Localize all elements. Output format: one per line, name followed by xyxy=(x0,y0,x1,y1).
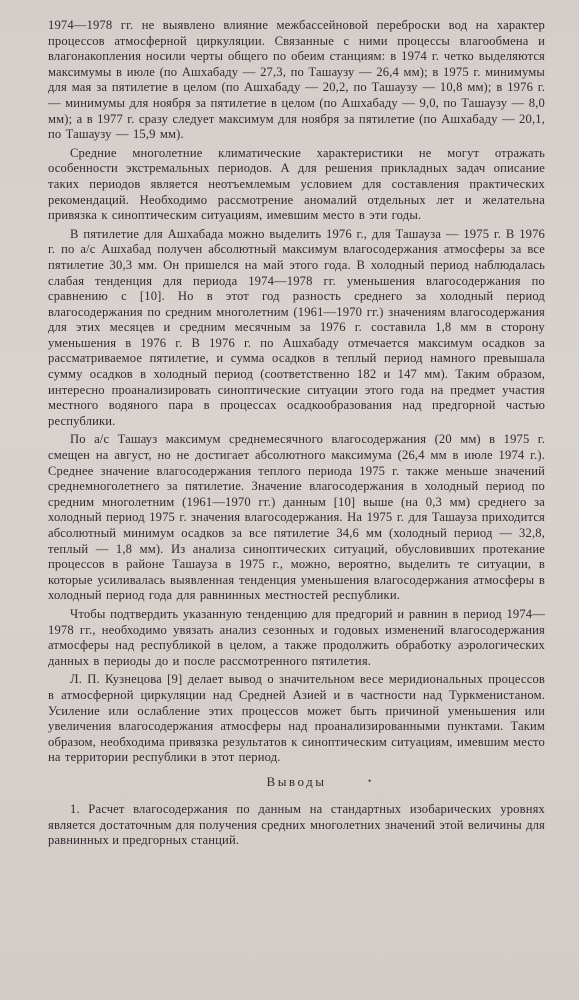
paragraph-continuation: 1974—1978 гг. не выявлено влияние межбассейновой переброски вод на характер процессов атмосферной циркуляции. Связанные с ними процессы влагообмена и влагонакопления носили черты общего по обеим станциям: в 1974 г. четко выделяются максимумы в июле (по Ашхабаду — 27,3, по Ташаузу — 26,4 мм); в 1975 г. минимумы для мая за пятилетие в целом (по Ашхабаду — 20,2, по Ташаузу — 10,8 мм); в 1976 г. — минимумы для ноября за пятилетие в целом (по Ашхабаду — 9,0, по Ташаузу — 8,0 мм); а в 1977 г. сразу следует максимум для ноября за пятилетие (по Ашхабаду — 20,1, по Ташаузу — 15,9 мм). xyxy=(48,18,545,142)
paragraph-kuznetsova: Л. П. Кузнецова [9] делает вывод о значительном весе меридиональных процессов в атмосферной циркуляции над Средней Азией и в частности над Туркменистаном. Усиление или ослабление этих процессов может быть причиной уменьшения или увеличения влагосодержания атмосферы над проанализированными пунктами. Таким образом, необходима привязка результатов к синоптическим ситуациям, имевшим место на территории республики в этот период. xyxy=(48,672,545,765)
conclusion-item: 1. Расчет влагосодержания по данным на стандартных изобарических уровнях является достаточным для получения средних многолетних значений этой величины для равнинных и предгорных станций. xyxy=(48,801,545,848)
section-heading xyxy=(48,774,545,790)
paragraph-trend-confirmation: Чтобы подтвердить указанную тенденцию для предгорий и равнин в период 1974—1978 гг., необходимо увязать анализ сезонных и годовых изменений влагосодержания атмосферы над республикой в целом, а также продолжить обработку аэрологических данных в периоды до и после рассмотренного пятилетия. xyxy=(48,606,545,668)
heading-text: Выводы xyxy=(266,773,327,789)
paragraph-ashkhabad-1976: В пятилетие для Ашхабада можно выделить 1976 г., для Ташауза — 1975 г. В 1976 г. по а/с Ашхабад получен абсолютный максимум влагосодержания атмосферы за все пятилетие 30,3 мм. Он пришелся на май этого года. В холодный период наблюдалась слабая тенденция для периода 1974—1978 гг. уменьшения влагосодержания по сравнению с [10]. Но в этот год разность среднего за холодный период влагосодержания по средним многолетним (1961—1970 гг.) значениям влагосодержания для этих месяцев и средним месячным за 1976 г. составила 1,8 мм в сторону уменьшения в 1976 г. В 1976 г. по Ашхабаду отмечается максимум осадков за рассматриваемое пятилетие, и сумма осадков в теплый период намного превышала сумму осадков в холодный период (соответственно 182 и 147 мм). Таким образом, интересно проанализировать синоптические ситуации этого года на предмет участия местного водяного пара в процессах осадкообразования над предгорной частью республики. xyxy=(48,226,545,428)
paragraph-tashauz-1975: По а/с Ташауз максимум среднемесячного влагосодержания (20 мм) в 1975 г. смещен на август, но не достигает абсолютного максимума (26,4 мм в июле 1974 г.). Среднее значение влагосодержания теплого периода 1975 г. также меньше значений среднемноголетнего за пятилетие. Значение влагосодержания в холодный период по средним многолетним (1961—1970 гг.) данным [10] выше (на 0,3 мм) среднего за холодный период 1975 г. значения влагосодержания. На 1975 г. для Ташауза приходится абсолютный минимум осадков за все пятилетие 34,6 мм (холодный период — 32,8, теплый — 1,8 мм). Из анализа синоптических ситуаций, обусловивших протекание процессов в районе Ташауза в 1975 г., можно, вероятно, выделить те ситуации, в которые усиливалась выявленная тенденция уменьшения влагосодержания атмосферы в холодный период года для равнинных местностей республики. xyxy=(48,432,545,603)
bullet-mark: • xyxy=(368,775,374,786)
paragraph-climate-characteristics: Средние многолетние климатические характеристики не могут отражать особенности экстремальных периодов. А для решения прикладных задач описание таких периодов является неотъемлемым условием для составления практических рекомендаций. Необходимо рассмотрение аномалий отдельных лет и желательна привязка к синоптическим ситуациям, имевшим место в эти годы. xyxy=(48,145,545,223)
